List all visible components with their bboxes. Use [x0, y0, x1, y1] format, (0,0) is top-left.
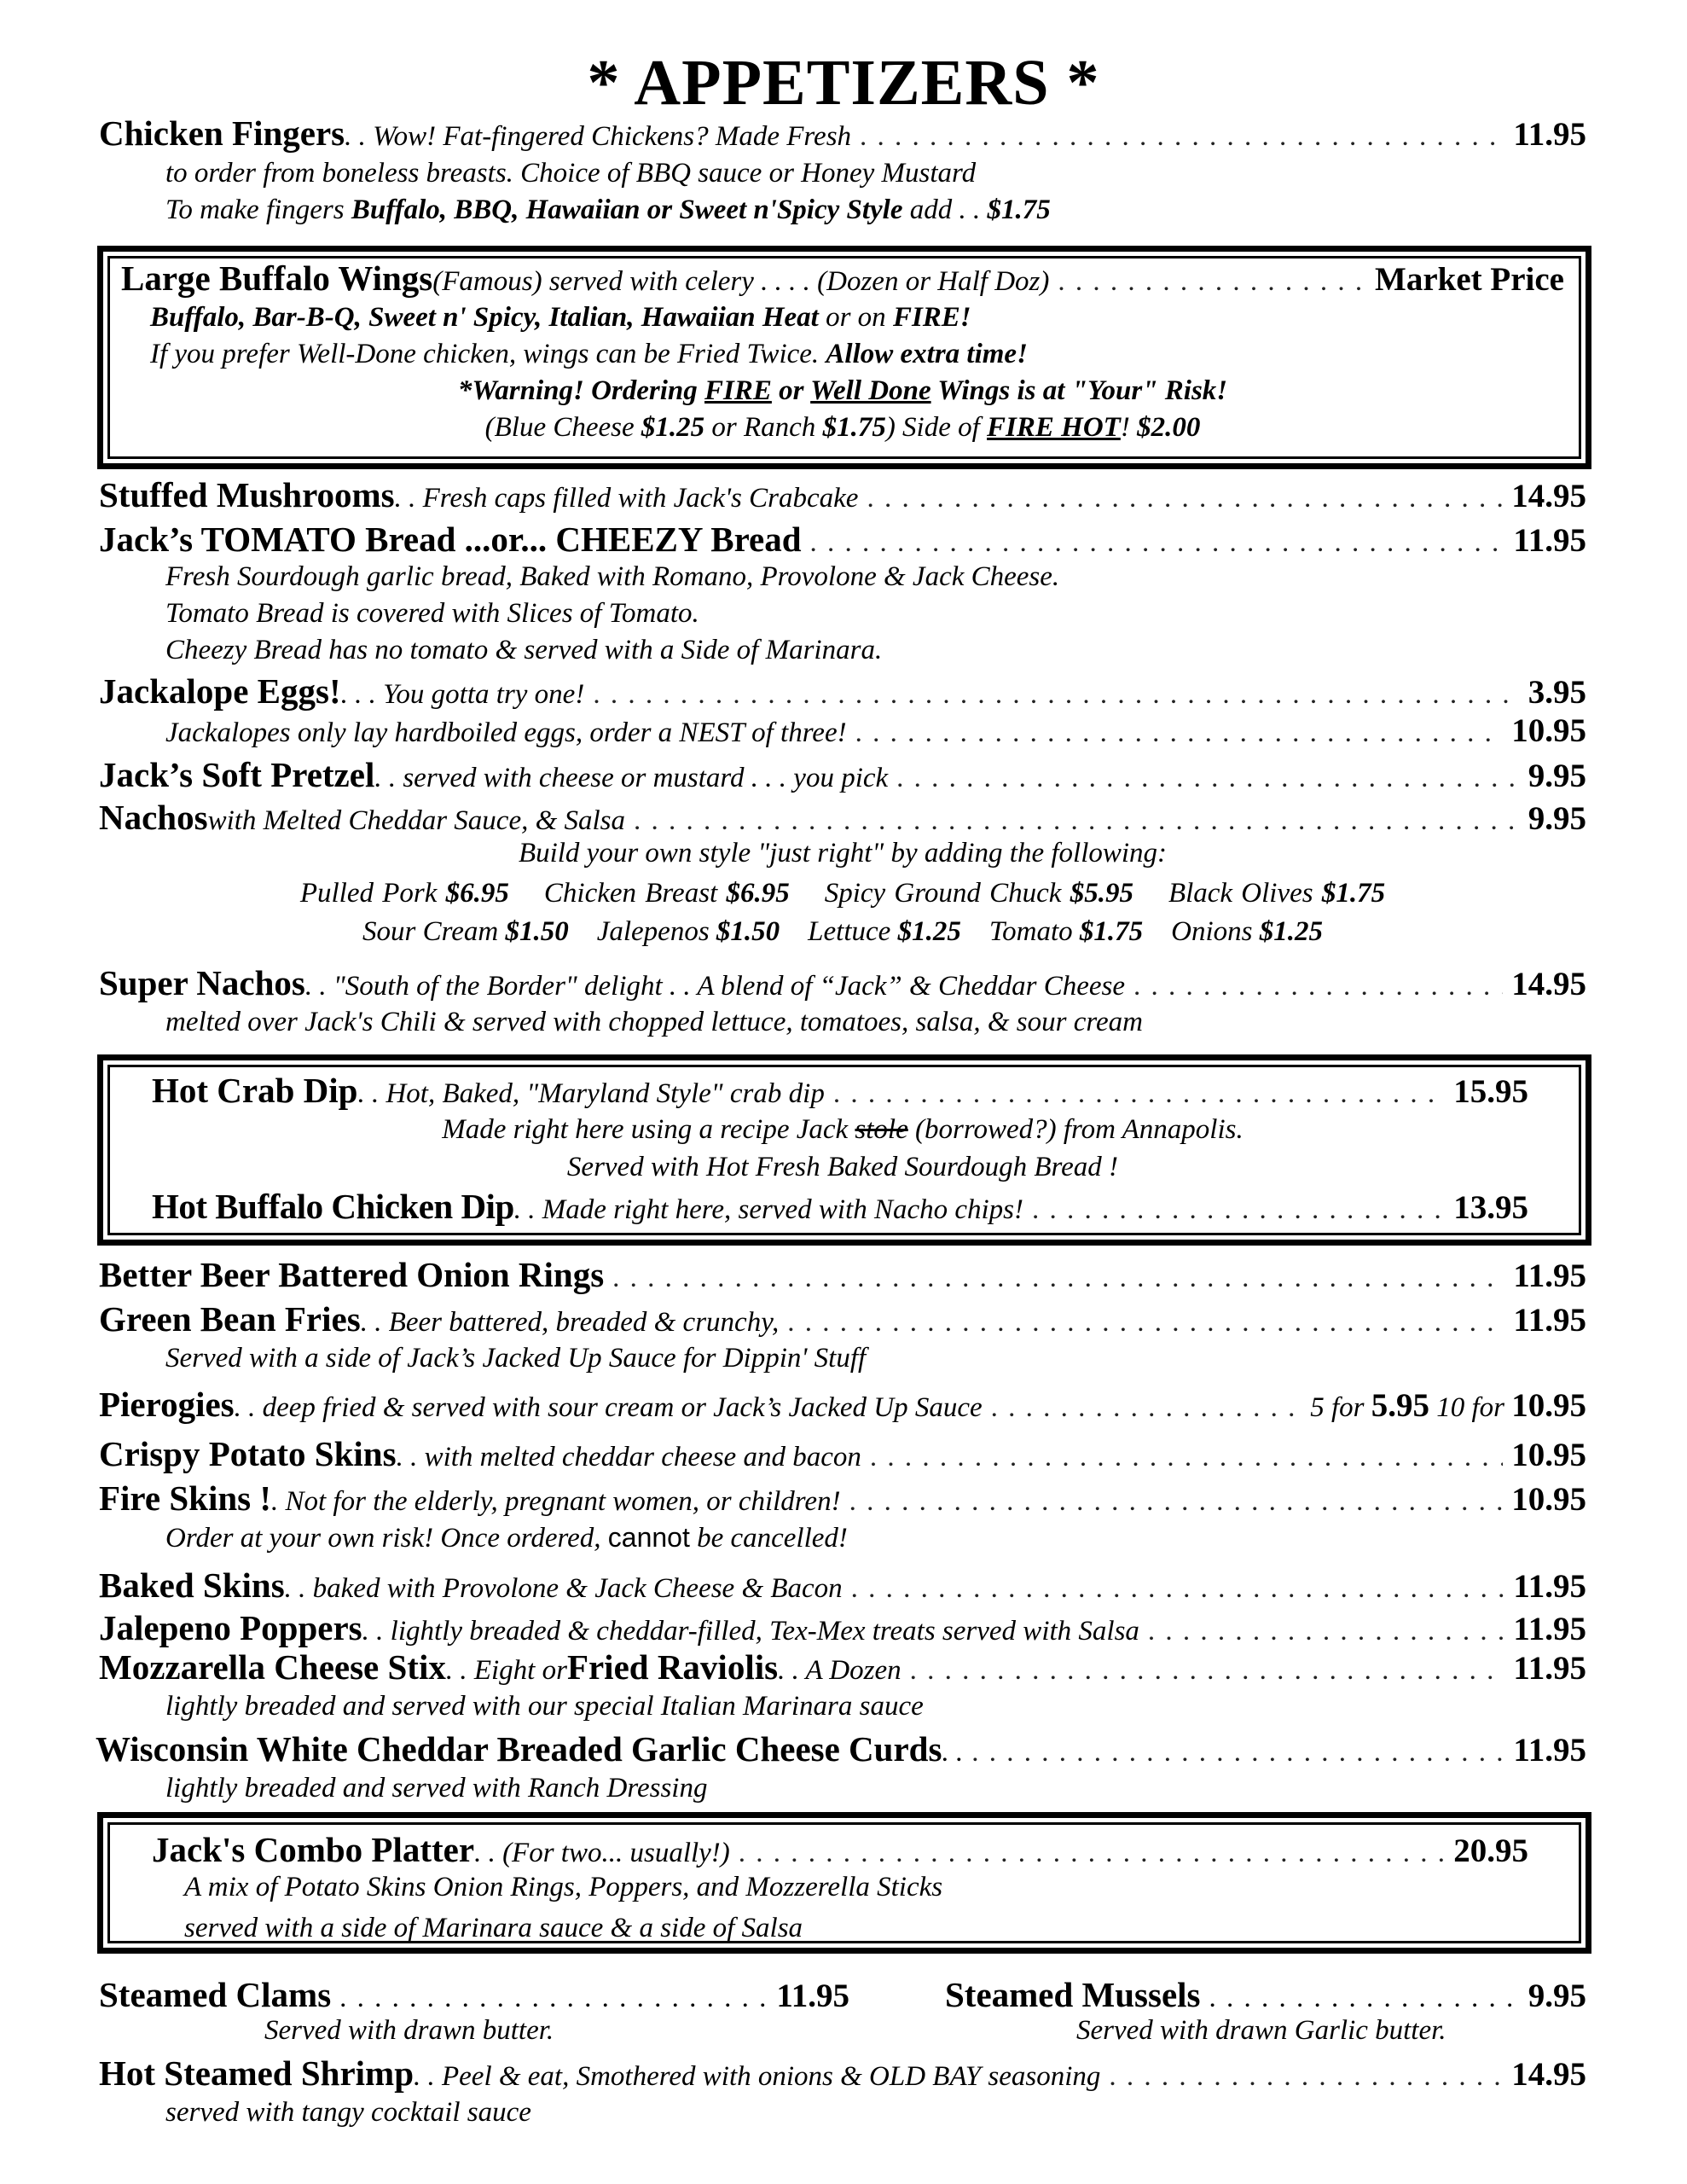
nachos-addons-row-1: Pulled Pork $6.95 Chicken Breast $6.95 Spicy Ground Chuck $5.95 Black Olives $1.75	[299, 878, 1386, 909]
item-name: Fire Skins !	[99, 1478, 271, 1518]
menu-item-pierogies	[99, 1384, 1586, 1425]
item-detail: Served with drawn butter.	[264, 2015, 554, 2046]
item-description: . . Wow! Fat-fingered Chickens? Made Fresh	[345, 121, 852, 152]
item-price: 15.95	[1453, 1073, 1528, 1110]
menu-item-chicken-fingers	[99, 113, 1586, 154]
item-name: Pierogies	[99, 1385, 235, 1424]
leader-dots	[1133, 971, 1503, 1002]
item-name: Green Bean Fries	[99, 1299, 361, 1339]
item-name: Hot Buffalo Chicken Dip	[152, 1187, 514, 1226]
menu-item-buffalo-wings	[121, 258, 1564, 299]
item-price: 11.95	[1513, 1650, 1586, 1687]
leader-dots	[739, 1838, 1445, 1869]
leader-dots	[1209, 1983, 1520, 2014]
item-price: 14.95	[1511, 2056, 1586, 2093]
menu-item-stuffed-mushrooms	[99, 474, 1586, 515]
item-description: . . Made right here, served with Nacho chips!	[513, 1194, 1024, 1225]
leader-dots	[851, 1573, 1505, 1605]
item-detail: to order from boneless breasts. Choice of BBQ sauce or Honey Mustard	[165, 158, 977, 189]
page-title: * APPETIZERS *	[587, 47, 1100, 119]
item-name: Jackalope Eggs!	[99, 671, 341, 711]
item-description: Jackalopes only lay hardboiled eggs, order a NEST of three!	[165, 717, 847, 748]
item-description: . Not for the elderly, pregnant women, or children!	[271, 1486, 841, 1517]
item-price: 11.95	[1513, 1302, 1586, 1339]
leader-dots	[1032, 1194, 1445, 1226]
menu-item-jalepeno-poppers	[99, 1607, 1586, 1648]
wings-sides: (Blue Cheese $1.25 or Ranch $1.75) Side of FIRE HOT! $2.00	[484, 412, 1201, 443]
item-name: Mozzarella Cheese Stix	[99, 1647, 446, 1687]
leader-dots	[910, 1655, 1505, 1687]
item-description: with Melted Cheddar Sauce, & Salsa	[207, 805, 626, 836]
menu-item-onion-rings	[99, 1254, 1586, 1295]
wings-warning: *Warning! Ordering FIRE or Well Done Wings is at "Your" Risk!	[457, 375, 1228, 406]
item-name: Crispy Potato Skins	[99, 1434, 397, 1473]
item-description: . . lightly breaded & cheddar-filled, Tex-Mex treats served with Salsa	[362, 1616, 1139, 1647]
menu-item-jackalope-nest	[165, 712, 1586, 750]
item-detail: Build your own style "just right" by adding the following:	[518, 838, 1168, 868]
leader-dots	[612, 1263, 1504, 1294]
menu-item-buffalo-chicken-dip	[152, 1186, 1528, 1227]
item-detail: served with tangy cocktail sauce	[165, 2097, 531, 2128]
item-price: 20.95	[1453, 1833, 1528, 1869]
item-detail: A mix of Potato Skins Onion Rings, Poppers, and Mozzerella Sticks	[184, 1872, 943, 1902]
item-name: Hot Crab Dip	[152, 1071, 358, 1110]
item-detail: served with a side of Marinara sauce & a side of Salsa	[184, 1913, 803, 1943]
item-detail: melted over Jack's Chili & served with chopped lettuce, tomatoes, salsa, & sour cream	[165, 1007, 1143, 1037]
item-description: (Famous) served with celery . . . . (Dozen or Half Doz)	[432, 266, 1050, 297]
menu-item-nachos	[99, 797, 1586, 838]
leader-dots	[860, 121, 1504, 153]
item-name: Jack’s TOMATO Bread ...or... CHEEZY Bread	[99, 520, 802, 559]
leader-dots	[833, 1078, 1445, 1110]
item-name: Jack's Combo Platter	[152, 1830, 475, 1869]
leader-dots	[1148, 1616, 1504, 1647]
item-detail: To make fingers Buffalo, BBQ, Hawaiian or Sweet n'Spicy Style add . . $1.75	[165, 195, 1051, 225]
menu-item-mozzarella-stix	[99, 1647, 1586, 1687]
leader-dots	[896, 763, 1520, 794]
menu-item-green-bean-fries	[99, 1298, 1586, 1339]
menu-item-soft-pretzel	[99, 754, 1586, 795]
item-price: 9.95	[1528, 758, 1586, 794]
item-price: 11.95	[1513, 1258, 1586, 1294]
item-detail: Served with a side of Jack’s Jacked Up Sauce for Dippin' Stuff	[165, 1343, 867, 1374]
item-price: 11.95	[1513, 116, 1586, 153]
item-price: 10.95	[1511, 1437, 1586, 1473]
item-price: 3.95	[1528, 674, 1586, 711]
leader-dots	[810, 527, 1505, 559]
item-detail: If you prefer Well-Done chicken, wings can be Fried Twice. Allow extra time!	[150, 339, 1028, 369]
leader-dots	[849, 1486, 1504, 1518]
item-description: . . Beer battered, breaded & crunchy,	[360, 1307, 780, 1338]
item-price: 9.95	[1528, 1978, 1586, 2014]
item-detail: Made right here using a recipe Jack stole (borrowed?) from Annapolis.	[442, 1114, 1244, 1145]
item-name: Wisconsin White Cheddar Breaded Garlic Cheese Curds	[96, 1729, 942, 1769]
item-name: Nachos	[99, 798, 208, 837]
item-name-alt: Fried Raviolis	[566, 1647, 779, 1687]
item-description: . . baked with Provolone & Jack Cheese & Bacon	[284, 1573, 843, 1604]
item-description: . . . You gotta try one!	[340, 679, 585, 710]
leader-dots	[855, 717, 1504, 749]
item-price: 11.95	[1513, 522, 1586, 559]
nachos-addons-row-2: Sour Cream $1.50 Jalepenos $1.50 Lettuce $1.25 Tomato $1.75 Onions $1.25	[362, 916, 1323, 947]
leader-dots	[870, 1442, 1503, 1473]
item-name: Jack’s Soft Pretzel	[99, 755, 375, 794]
item-name: Steamed Mussels	[945, 1975, 1201, 2014]
leader-dots	[634, 805, 1520, 837]
item-detail: lightly breaded and served with Ranch Dressing	[165, 1773, 708, 1804]
item-description: . . "South of the Border" delight . . A blend of “Jack” & Cheddar Cheese	[304, 971, 1125, 1002]
menu-item-super-nachos	[99, 962, 1586, 1003]
item-name: Better Beer Battered Onion Rings	[99, 1255, 605, 1294]
item-description: . . Fresh caps filled with Jack's Crabcake	[394, 483, 859, 514]
item-price: 10.95	[1511, 1481, 1586, 1518]
menu-item-steamed-clams	[99, 1974, 849, 2015]
menu-item-steamed-shrimp	[99, 2053, 1586, 2094]
item-description: . . served with cheese or mustard . . . you pick	[374, 763, 889, 793]
leader-dots	[867, 483, 1503, 514]
item-name: Baked Skins	[99, 1565, 285, 1605]
item-description: . . with melted cheddar cheese and bacon	[396, 1442, 861, 1472]
item-name: Chicken Fingers	[99, 113, 345, 153]
item-name: Hot Steamed Shrimp	[99, 2053, 414, 2093]
item-price: 14.95	[1511, 478, 1586, 514]
item-name: Super Nachos	[99, 963, 305, 1002]
item-detail: Order at your own risk! Once ordered, cannot be cancelled!	[165, 1522, 848, 1554]
menu-item-jackalope-eggs	[99, 671, 1586, 712]
menu-item-hot-crab-dip	[152, 1070, 1528, 1111]
item-description: . . (For two... usually!)	[474, 1838, 730, 1868]
item-price: Market Price	[1375, 261, 1564, 298]
leader-dots	[787, 1307, 1504, 1339]
item-detail: Buffalo, Bar-B-Q, Sweet n' Spicy, Italian, Hawaiian Heat or on FIRE!	[150, 302, 971, 333]
menu-item-baked-skins	[99, 1565, 1586, 1606]
item-description: . .	[942, 1737, 964, 1768]
item-description: . . A Dozen	[778, 1655, 901, 1686]
leader-dots	[991, 1392, 1302, 1424]
item-price: 13.95	[1453, 1189, 1528, 1226]
item-detail: Served with Hot Fresh Baked Sourdough Bread !	[566, 1152, 1119, 1182]
leader-dots	[971, 1737, 1504, 1769]
item-price-options: 5 for 5.95 10 for 10.95	[1310, 1387, 1586, 1424]
item-price: 11.95	[1513, 1611, 1586, 1647]
item-detail: Served with drawn Garlic butter.	[1076, 2015, 1446, 2046]
item-description: . . Hot, Baked, "Maryland Style" crab dip	[357, 1078, 825, 1109]
menu-item-cheese-curds	[96, 1728, 1586, 1769]
item-price: 9.95	[1528, 800, 1586, 837]
item-detail: Tomato Bread is covered with Slices of Tomato.	[165, 598, 699, 629]
menu-item-tomato-bread	[99, 519, 1586, 560]
item-name: Jalepeno Poppers	[99, 1608, 362, 1647]
menu-item-crispy-potato-skins	[99, 1433, 1586, 1474]
item-description: . . Peel & eat, Smothered with onions & OLD BAY seasoning	[414, 2061, 1101, 2092]
menu-item-combo-platter	[152, 1829, 1528, 1870]
item-price: 14.95	[1511, 966, 1586, 1002]
leader-dots	[1058, 266, 1366, 298]
item-detail: Fresh Sourdough garlic bread, Baked with Romano, Provolone & Jack Cheese.	[165, 561, 1060, 592]
item-name: Steamed Clams	[99, 1975, 332, 2014]
item-detail: Cheezy Bread has no tomato & served with a Side of Marinara.	[165, 635, 883, 665]
leader-dots	[593, 679, 1519, 711]
item-price: 11.95	[776, 1978, 849, 2014]
menu-item-steamed-mussels	[945, 1974, 1586, 2015]
leader-dots	[1109, 2061, 1503, 2093]
item-name: Large Buffalo Wings	[121, 258, 433, 298]
item-price: 11.95	[1513, 1568, 1586, 1605]
item-description: . . Eight or	[445, 1655, 567, 1686]
menu-item-fire-skins	[99, 1478, 1586, 1519]
item-name: Stuffed Mushrooms	[99, 475, 395, 514]
item-price: 11.95	[1513, 1732, 1586, 1769]
item-price: 10.95	[1511, 712, 1586, 749]
item-description: . . deep fried & served with sour cream or Jack’s Jacked Up Sauce	[234, 1392, 983, 1423]
item-detail: lightly breaded and served with our special Italian Marinara sauce	[165, 1691, 924, 1722]
leader-dots	[339, 1983, 768, 2014]
